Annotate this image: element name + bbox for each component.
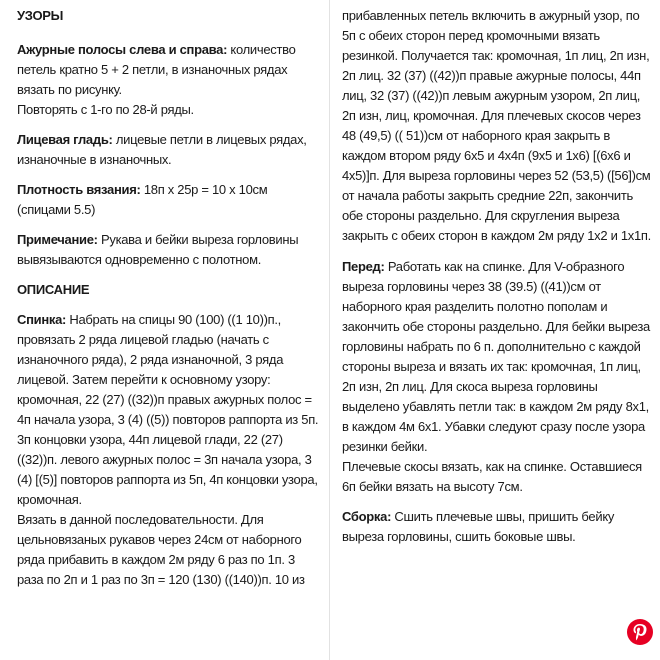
pin-button[interactable] (626, 618, 654, 646)
gauge-text: 18п x 25р = 10 x 10см (спицами 5.5) (17, 182, 268, 217)
back-text: Набрать на спицы 90 (100) ((1 10))п., провязать 2 ряда лицевой гладью (начать с изнаночного ряда), 2 ряда изнаночной, 3 ряда лицевой. Затем перейти к основному узору: кромочная, 22 (27) ((32))п правых ажурных полос = 4п начала узора, 3 (4) ((5)) повторов раппорта из 5п. 3п концовки узора, 44п лицевой глади, 22 (27) ((32))п. левого ажурных полос = 3п начала узора, 3 (4) [(5)] повторов раппорта из 5п, 4п концовки узора, кромочная. (17, 312, 319, 507)
front-label: Перед: (342, 259, 385, 274)
openwork-text: количество петель кратно 5 + 2 петли, в изнаночных рядах вязать по рисунку. (17, 42, 296, 97)
note-text: Рукава и бейки выреза горловины вывязываются одновременно с полотном. (17, 232, 299, 267)
front-paragraph (342, 257, 652, 497)
continuation-text: прибавленных петель включить в ажурный узор, по 5п с обеих сторон перед кромочными вязать резинкой. Получается так: кромочная, 1п лиц, 2п изн, 2п лиц. 32 (37) ((42))п правые ажурные полосы, 44п лиц, 32 (37) ((42))п левым ажурным узором, 2п лиц, 2п изн, лиц, кромочная. Для плечевых скосов через 48 (49,5) (( 51))см от наборного края закрыть в каждом втором ряду 6х5 и 4х4п (9х5 и 1х6) [(6х6 и 4х5)]п. Для выреза горловины через 52 (53,5) ([56])см от начала работы закрыть средние 22п, закончить обе стороны раздельно. Для скругления выреза закрыть с обеих сторон в каждом 2м ряду 1х2 и 1х1п. (342, 8, 651, 243)
sequence-paragraph (17, 510, 320, 590)
openwork-repeat: Повторять с 1-го по 28-й ряды. (17, 102, 194, 117)
gauge-paragraph (17, 180, 320, 220)
gauge-label: Плотность вязания: (17, 182, 141, 197)
heading-description: ОПИСАНИЕ (17, 282, 90, 297)
assembly-text: Сшить плечевые швы, пришить бейку выреза горловины, сшить боковые швы. (342, 509, 615, 544)
right-column (330, 0, 660, 660)
note-label: Примечание: (17, 232, 98, 247)
openwork-label: Ажурные полосы слева и справа: (17, 42, 228, 57)
note-paragraph (17, 230, 320, 270)
assembly-paragraph (342, 507, 652, 547)
back-label: Спинка: (17, 312, 67, 327)
stockinette-text: лицевые петли в лицевых рядах, изнаночные в изнаночных. (17, 132, 307, 167)
assembly-label: Сборка: (342, 509, 392, 524)
front-text: Работать как на спинке. Для V-образного выреза горловины через 38 (39.5) ((41))см от наборного края разделить полотно пополам и закончить обе стороны раздельно. Для бейки выреза горловины набрать по 6 п. дополнительно с каждой стороны выреза и вязать их так: кромочная, 1п лиц, 2п изн, 2п лиц. Для скоса выреза горловины выделено убавлять петли так: в каждом 2м ряду 8х1, в каждом 4м 6х1. Убавки следуют сразу после узора резинки бейки. (342, 259, 650, 454)
openwork-paragraph (17, 40, 320, 120)
back-paragraph (17, 310, 320, 510)
continuation-paragraph (342, 6, 652, 246)
front-shoulders: Плечевые скосы вязать, как на спинке. Оставшиеся 6п бейки вязать на высоту 7см. (342, 459, 642, 494)
stockinette-paragraph (17, 130, 320, 170)
pin-icon (626, 618, 654, 646)
sequence-text: Вязать в данной последовательности. Для цельновязаных рукавов через 24см от наборного ряда прибавить в каждом 2м ряду 6 раз по 1п. 3 раза по 2п и 1 раз по 3п = 120 (130) ((140))п. 10 из (17, 512, 305, 587)
heading-patterns: УЗОРЫ (17, 8, 64, 23)
stockinette-label: Лицевая гладь: (17, 132, 113, 147)
